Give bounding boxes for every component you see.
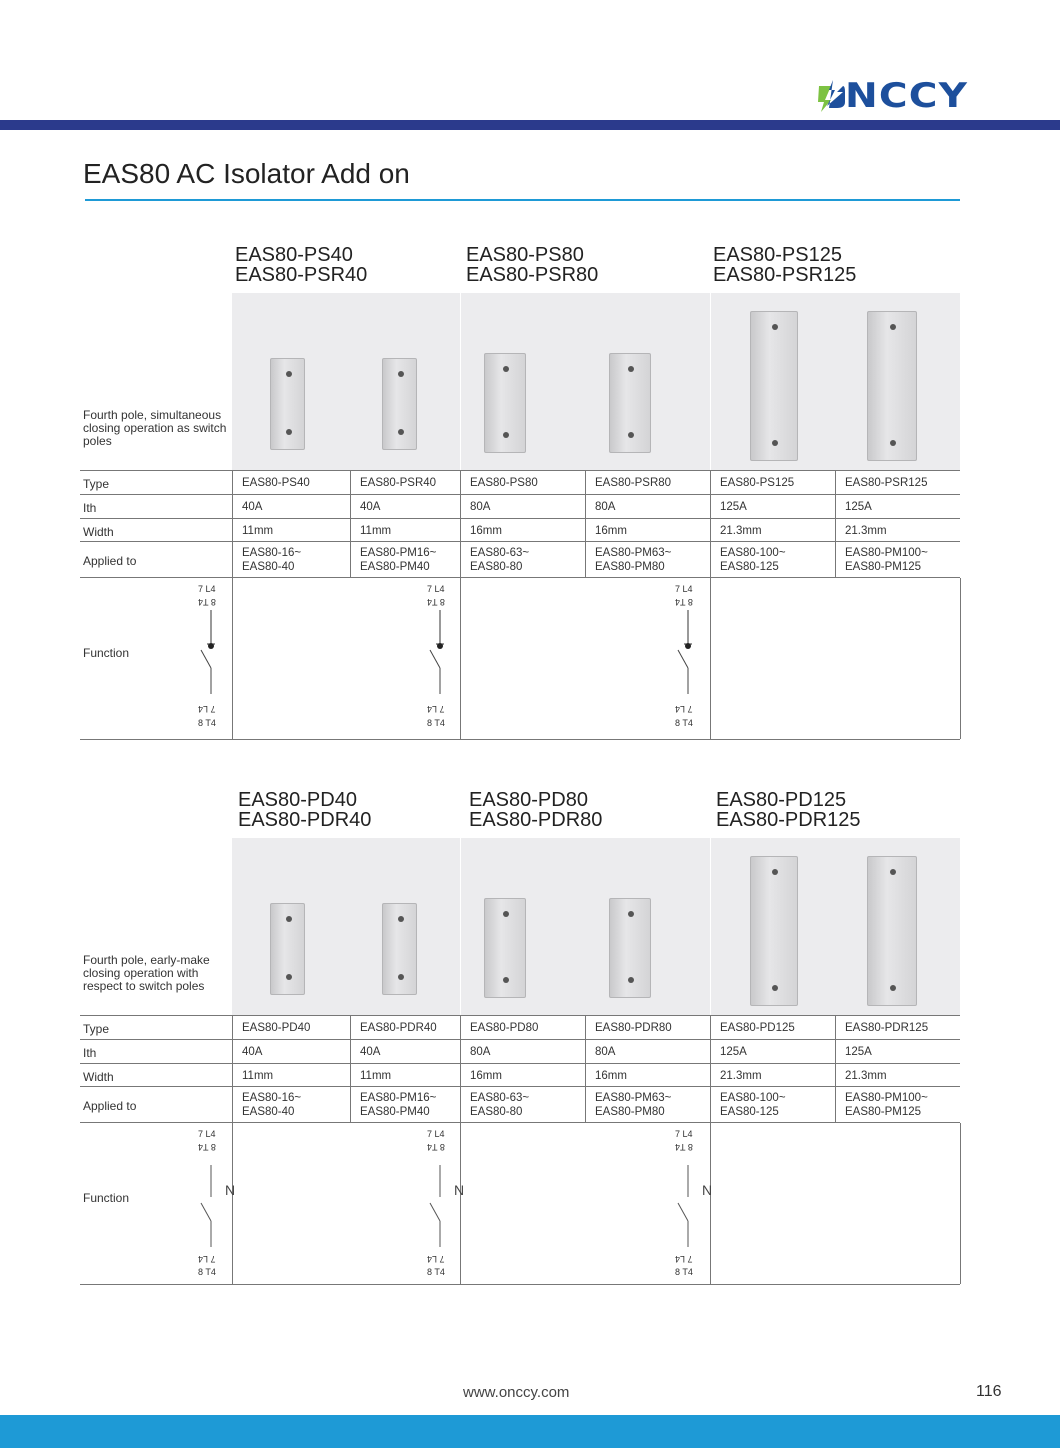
terminal-label-top-mirrored: 8 T4 bbox=[427, 597, 445, 607]
row-label: Ith bbox=[83, 1046, 97, 1060]
terminal-label-top: 7 L4 bbox=[198, 584, 216, 594]
table-cell: EAS80-PSR40 bbox=[360, 477, 437, 489]
row-label: Width bbox=[83, 525, 114, 539]
function-diagram bbox=[420, 584, 460, 728]
heading-line-1: EAS80-PD80 bbox=[469, 789, 588, 811]
screw-hole bbox=[890, 440, 896, 446]
row-label: Width bbox=[83, 1070, 114, 1084]
screw-hole bbox=[890, 985, 896, 991]
product-photo bbox=[382, 358, 417, 450]
product-photo bbox=[750, 856, 798, 1006]
function-diagram bbox=[420, 1129, 465, 1277]
table-bottom-border bbox=[80, 1284, 960, 1285]
table-cell: EAS80-PS80 bbox=[470, 477, 538, 489]
product-photo bbox=[750, 311, 798, 461]
row-label: Function bbox=[83, 646, 130, 660]
product-photo bbox=[609, 898, 651, 998]
page-title: EAS80 AC Isolator Add on bbox=[83, 158, 410, 189]
screw-hole bbox=[286, 974, 292, 980]
terminal-label-top-mirrored: 8 T4 bbox=[675, 597, 693, 607]
screw-hole bbox=[503, 911, 509, 917]
neutral-label: N bbox=[454, 1182, 465, 1198]
group-heading bbox=[713, 245, 856, 285]
applied-line-1: EAS80-PM100~ bbox=[845, 547, 928, 559]
table-cell bbox=[232, 1091, 350, 1119]
applied-line-1: EAS80-100~ bbox=[720, 547, 786, 559]
product-photo bbox=[484, 353, 526, 453]
terminal-label-bottom-mirrored: 7 L4 bbox=[427, 1254, 445, 1264]
terminal-label-top-mirrored: 8 T4 bbox=[427, 1142, 445, 1152]
group-heading bbox=[469, 790, 602, 830]
table-cell: 40A bbox=[360, 1046, 381, 1058]
screw-hole bbox=[772, 985, 778, 991]
table-cell: EAS80-PS125 bbox=[720, 477, 795, 489]
terminal-label-top-mirrored: 8 T4 bbox=[198, 597, 216, 607]
screw-hole bbox=[772, 869, 778, 875]
table-row-applied bbox=[80, 541, 960, 577]
terminal-label-bottom: 8 T4 bbox=[198, 1267, 216, 1277]
heading-line-2: EAS80-PDR40 bbox=[238, 809, 372, 831]
switch-contact-icon bbox=[191, 610, 231, 710]
heading-line-2: EAS80-PDR125 bbox=[716, 809, 861, 831]
table-cell bbox=[350, 1091, 460, 1119]
terminal-label-bottom: 8 T4 bbox=[427, 718, 445, 728]
product-photo bbox=[270, 358, 305, 450]
screw-hole bbox=[503, 977, 509, 983]
table-cell bbox=[710, 546, 835, 574]
heading-line-1: EAS80-PS125 bbox=[713, 244, 842, 266]
applied-line-1: EAS80-16~ bbox=[242, 547, 302, 559]
neutral-label: N bbox=[702, 1182, 713, 1198]
terminal-label-bottom: 8 T4 bbox=[675, 718, 693, 728]
table-cell: 16mm bbox=[595, 525, 627, 537]
lightning-logo-icon bbox=[815, 78, 847, 114]
screw-hole bbox=[772, 440, 778, 446]
table-cell: EAS80-PD40 bbox=[242, 1022, 311, 1034]
applied-line-1: EAS80-PM16~ bbox=[360, 547, 437, 559]
table-cell: 125A bbox=[845, 501, 872, 513]
screw-hole bbox=[286, 429, 292, 435]
heading-line-1: EAS80-PS80 bbox=[466, 244, 584, 266]
table-cell: 11mm bbox=[360, 525, 392, 537]
switch-contact-icon bbox=[420, 610, 460, 710]
product-photo bbox=[484, 898, 526, 998]
table-cell: EAS80-PD80 bbox=[470, 1022, 539, 1034]
heading-line-2: EAS80-PSR125 bbox=[713, 264, 857, 286]
heading-line-1: EAS80-PD125 bbox=[716, 789, 847, 811]
table-row-ith bbox=[80, 494, 960, 518]
table-cell bbox=[835, 1091, 960, 1119]
applied-line-2: EAS80-PM40 bbox=[360, 561, 430, 573]
table-bottom-border bbox=[80, 739, 960, 740]
table-row-type bbox=[80, 470, 960, 494]
table-cell bbox=[835, 546, 960, 574]
product-section-2 bbox=[80, 790, 960, 1290]
product-image-area bbox=[232, 293, 960, 470]
row-label: Applied to bbox=[83, 554, 137, 568]
applied-line-2: EAS80-PM80 bbox=[595, 561, 665, 573]
terminal-label-top-mirrored: 8 T4 bbox=[198, 1142, 216, 1152]
column-divider bbox=[960, 578, 961, 739]
applied-line-2: EAS80-PM125 bbox=[845, 561, 922, 573]
terminal-label-bottom-mirrored: 7 L4 bbox=[427, 704, 445, 714]
row-label: Applied to bbox=[83, 1099, 137, 1113]
column-divider bbox=[232, 1123, 233, 1284]
row-label: Type bbox=[83, 477, 110, 491]
group-heading bbox=[235, 245, 367, 285]
table-cell bbox=[460, 1091, 585, 1119]
table-row-function bbox=[80, 1122, 960, 1283]
table-row-type bbox=[80, 1015, 960, 1039]
applied-line-2: EAS80-80 bbox=[470, 561, 523, 573]
applied-line-2: EAS80-PM80 bbox=[595, 1106, 665, 1118]
column-divider bbox=[960, 1123, 961, 1284]
title-underline bbox=[85, 199, 960, 201]
applied-line-1: EAS80-100~ bbox=[720, 1092, 786, 1104]
group-heading bbox=[466, 245, 598, 285]
column-divider bbox=[232, 578, 233, 739]
neutral-label: N bbox=[225, 1182, 236, 1198]
column-divider bbox=[710, 578, 711, 739]
page-number: 116 bbox=[976, 1383, 1002, 1400]
table-cell: 40A bbox=[242, 1046, 263, 1058]
table-cell: 11mm bbox=[242, 1070, 274, 1082]
table-cell: EAS80-PDR125 bbox=[845, 1022, 929, 1034]
table-cell: 11mm bbox=[360, 1070, 392, 1082]
table-row-function bbox=[80, 577, 960, 738]
applied-line-2: EAS80-PM40 bbox=[360, 1106, 430, 1118]
table-cell: 125A bbox=[720, 1046, 747, 1058]
table-cell bbox=[460, 546, 585, 574]
column-divider bbox=[460, 1123, 461, 1284]
table-cell: 21.3mm bbox=[720, 525, 762, 537]
footer-url[interactable]: www.onccy.com bbox=[463, 1384, 570, 1401]
terminal-label-bottom-mirrored: 7 L4 bbox=[198, 704, 216, 714]
screw-hole bbox=[286, 916, 292, 922]
switch-contact-icon bbox=[191, 1155, 231, 1255]
screw-hole bbox=[628, 911, 634, 917]
section-description: Fourth pole, early-make closing operation with respect to switch poles bbox=[83, 953, 210, 993]
table-cell: 16mm bbox=[470, 525, 502, 537]
heading-line-2: EAS80-PSR80 bbox=[466, 264, 599, 286]
screw-hole bbox=[398, 974, 404, 980]
terminal-label-bottom: 8 T4 bbox=[198, 718, 216, 728]
applied-line-2: EAS80-80 bbox=[470, 1106, 523, 1118]
product-photo bbox=[609, 353, 651, 453]
product-image-area bbox=[232, 838, 960, 1015]
brand-logo bbox=[815, 76, 969, 116]
applied-line-2: EAS80-40 bbox=[242, 1106, 295, 1118]
table-row-width bbox=[80, 1063, 960, 1086]
table-cell: EAS80-PDR40 bbox=[360, 1022, 437, 1034]
screw-hole bbox=[503, 432, 509, 438]
table-row-width bbox=[80, 518, 960, 541]
table-cell: 125A bbox=[845, 1046, 872, 1058]
terminal-label-bottom: 8 T4 bbox=[675, 1267, 693, 1277]
image-separator bbox=[460, 293, 461, 470]
terminal-label-top: 7 L4 bbox=[198, 1129, 216, 1139]
table-cell: EAS80-PSR125 bbox=[845, 477, 928, 489]
screw-hole bbox=[398, 371, 404, 377]
table-cell: 40A bbox=[242, 501, 263, 513]
heading-line-2: EAS80-PDR80 bbox=[469, 809, 603, 831]
table-cell: EAS80-PSR80 bbox=[595, 477, 672, 489]
row-label: Type bbox=[83, 1022, 110, 1036]
applied-line-1: EAS80-PM16~ bbox=[360, 1092, 437, 1104]
table-row-ith bbox=[80, 1039, 960, 1063]
function-diagram bbox=[191, 1129, 236, 1277]
terminal-label-bottom-mirrored: 7 L4 bbox=[198, 1254, 216, 1264]
row-label: Ith bbox=[83, 501, 97, 515]
heading-line-2: EAS80-PSR40 bbox=[235, 264, 368, 286]
table-cell: 21.3mm bbox=[845, 1070, 887, 1082]
table-cell bbox=[350, 546, 460, 574]
heading-line-1: EAS80-PS40 bbox=[235, 244, 353, 266]
product-photo bbox=[867, 856, 917, 1006]
table-cell: 80A bbox=[470, 501, 491, 513]
screw-hole bbox=[890, 324, 896, 330]
screw-hole bbox=[628, 366, 634, 372]
row-label: Function bbox=[83, 1191, 130, 1205]
function-diagram bbox=[668, 1129, 713, 1277]
column-divider bbox=[460, 578, 461, 739]
table-cell: 21.3mm bbox=[720, 1070, 762, 1082]
table-cell: EAS80-PS40 bbox=[242, 477, 310, 489]
table-cell: 11mm bbox=[242, 525, 274, 537]
table-cell: 16mm bbox=[470, 1070, 502, 1082]
image-separator bbox=[710, 838, 711, 1015]
switch-contact-icon bbox=[420, 1155, 460, 1255]
terminal-label-bottom: 8 T4 bbox=[427, 1267, 445, 1277]
table-cell bbox=[585, 1091, 710, 1119]
applied-line-2: EAS80-40 bbox=[242, 561, 295, 573]
screw-hole bbox=[772, 324, 778, 330]
applied-line-2: EAS80-125 bbox=[720, 561, 779, 573]
table-cell bbox=[710, 1091, 835, 1119]
section-description: Fourth pole, simultaneous closing operation as switch poles bbox=[83, 408, 227, 448]
table-cell: 80A bbox=[595, 501, 616, 513]
screw-hole bbox=[628, 977, 634, 983]
terminal-label-bottom-mirrored: 7 L4 bbox=[675, 1254, 693, 1264]
applied-line-1: EAS80-PM63~ bbox=[595, 547, 672, 559]
image-separator bbox=[710, 293, 711, 470]
group-heading bbox=[238, 790, 371, 830]
product-section-1 bbox=[80, 245, 960, 745]
heading-line-1: EAS80-PD40 bbox=[238, 789, 357, 811]
screw-hole bbox=[890, 869, 896, 875]
table-cell: 40A bbox=[360, 501, 381, 513]
switch-contact-icon bbox=[668, 1155, 708, 1255]
terminal-label-top-mirrored: 8 T4 bbox=[675, 1142, 693, 1152]
table-cell: 80A bbox=[470, 1046, 491, 1058]
table-cell: 16mm bbox=[595, 1070, 627, 1082]
applied-line-1: EAS80-63~ bbox=[470, 1092, 530, 1104]
applied-line-2: EAS80-PM125 bbox=[845, 1106, 922, 1118]
screw-hole bbox=[398, 429, 404, 435]
brand-name: NCCY bbox=[845, 76, 969, 116]
table-row-applied bbox=[80, 1086, 960, 1122]
applied-line-1: EAS80-16~ bbox=[242, 1092, 302, 1104]
table-cell: EAS80-PDR80 bbox=[595, 1022, 672, 1034]
group-heading bbox=[716, 790, 861, 830]
switch-contact-icon bbox=[668, 610, 708, 710]
product-photo bbox=[867, 311, 917, 461]
product-photo bbox=[382, 903, 417, 995]
function-diagram bbox=[668, 584, 708, 728]
applied-line-2: EAS80-125 bbox=[720, 1106, 779, 1118]
terminal-label-top: 7 L4 bbox=[675, 584, 693, 594]
screw-hole bbox=[286, 371, 292, 377]
applied-line-1: EAS80-PM100~ bbox=[845, 1092, 928, 1104]
terminal-label-bottom-mirrored: 7 L4 bbox=[675, 704, 693, 714]
table-cell bbox=[585, 546, 710, 574]
table-cell bbox=[232, 546, 350, 574]
image-separator bbox=[460, 838, 461, 1015]
terminal-label-top: 7 L4 bbox=[427, 1129, 445, 1139]
table-cell: EAS80-PD125 bbox=[720, 1022, 795, 1034]
function-diagram bbox=[191, 584, 231, 728]
footer-bar bbox=[0, 1415, 1060, 1448]
applied-line-1: EAS80-63~ bbox=[470, 547, 530, 559]
screw-hole bbox=[503, 366, 509, 372]
table-cell: 21.3mm bbox=[845, 525, 887, 537]
table-cell: 80A bbox=[595, 1046, 616, 1058]
terminal-label-top: 7 L4 bbox=[427, 584, 445, 594]
header-bar bbox=[0, 120, 1060, 130]
column-divider bbox=[710, 1123, 711, 1284]
terminal-label-top: 7 L4 bbox=[675, 1129, 693, 1139]
applied-line-1: EAS80-PM63~ bbox=[595, 1092, 672, 1104]
screw-hole bbox=[398, 916, 404, 922]
screw-hole bbox=[628, 432, 634, 438]
table-cell: 125A bbox=[720, 501, 747, 513]
product-photo bbox=[270, 903, 305, 995]
